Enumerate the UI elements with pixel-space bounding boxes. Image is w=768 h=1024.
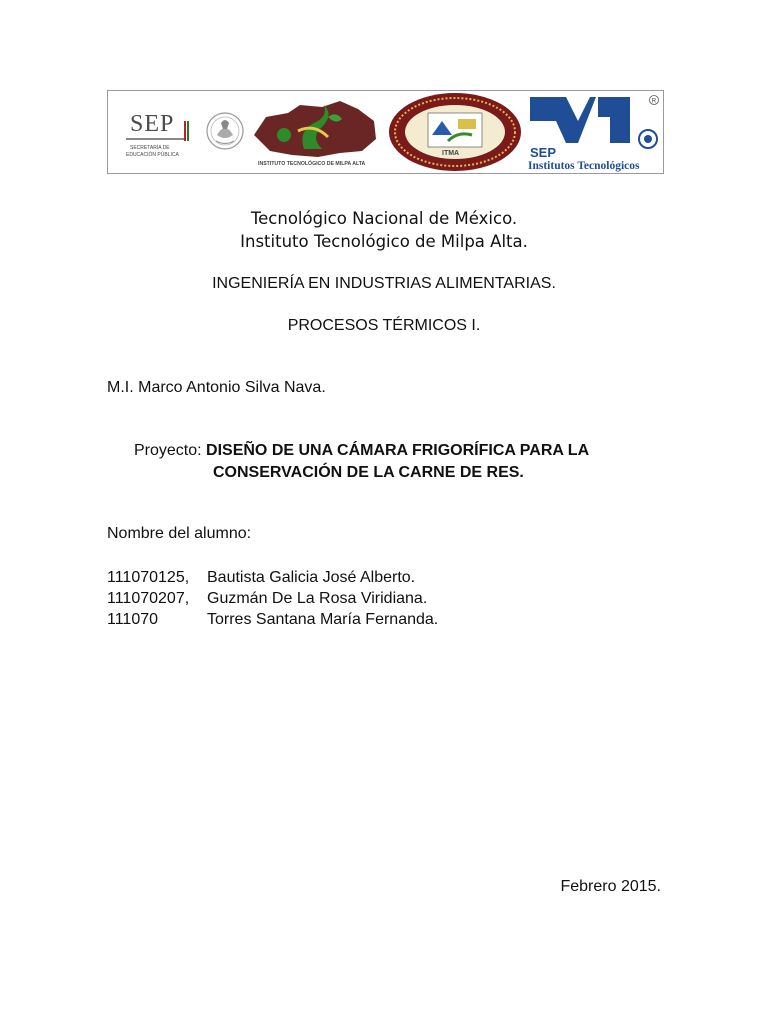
sep-government-logo	[108, 91, 203, 173]
student-list	[107, 567, 438, 630]
itma-seal-logo	[386, 91, 524, 173]
teacher-name: M.I. Marco Antonio Silva Nava.	[107, 379, 326, 396]
project-block	[0, 440, 768, 484]
institution-name-line2: Instituto Tecnológico de Milpa Alta.	[240, 232, 528, 251]
svg-text:ITMA: ITMA	[442, 150, 460, 157]
svg-text:INSTITUTO TECNOLÓGICO DE MILPA: INSTITUTO TECNOLÓGICO DE MILPA ALTA	[258, 161, 366, 167]
project-title-line2: CONSERVACIÓN DE LA CARNE DE RES.	[213, 464, 524, 481]
student-row	[107, 567, 438, 588]
student-row	[107, 609, 438, 630]
student-name: Bautista Galicia José Alberto.	[207, 569, 416, 586]
student-id: 111070125,	[107, 569, 190, 586]
coat-of-arms-logo	[204, 91, 248, 173]
svg-text:SECRETARÍA DE: SECRETARÍA DE	[130, 145, 170, 151]
institutos-tecnologicos-logo	[526, 91, 663, 173]
itma-map-logo	[248, 91, 384, 173]
svg-text:SEP: SEP	[130, 111, 175, 137]
project-label: Proyecto:	[134, 442, 207, 459]
student-name: Guzmán De La Rosa Viridiana.	[207, 590, 428, 607]
course-title: PROCESOS TÉRMICOS I.	[287, 317, 481, 334]
student-id: 111070207,	[107, 590, 190, 607]
student-name: Torres Santana María Fernanda.	[207, 611, 439, 628]
student-row	[107, 588, 438, 609]
svg-text:Institutos Tecnológicos: Institutos Tecnológicos	[528, 160, 640, 172]
students-label: Nombre del alumno:	[107, 525, 252, 542]
document-date: Febrero 2015.	[560, 878, 661, 895]
institution-name-line1: Tecnológico Nacional de México.	[250, 209, 518, 228]
svg-text:EDUCACIÓN PÚBLICA: EDUCACIÓN PÚBLICA	[126, 152, 179, 158]
logo-banner	[107, 90, 664, 174]
career-title: INGENIERÍA EN INDUSTRIAS ALIMENTARIAS.	[212, 275, 556, 292]
svg-text:R: R	[651, 98, 657, 105]
student-id: 111070	[107, 611, 159, 628]
svg-text:SEP: SEP	[530, 145, 557, 160]
project-title-line1: DISEÑO DE UNA CÁMARA FRIGORÍFICA PARA LA	[206, 442, 590, 459]
